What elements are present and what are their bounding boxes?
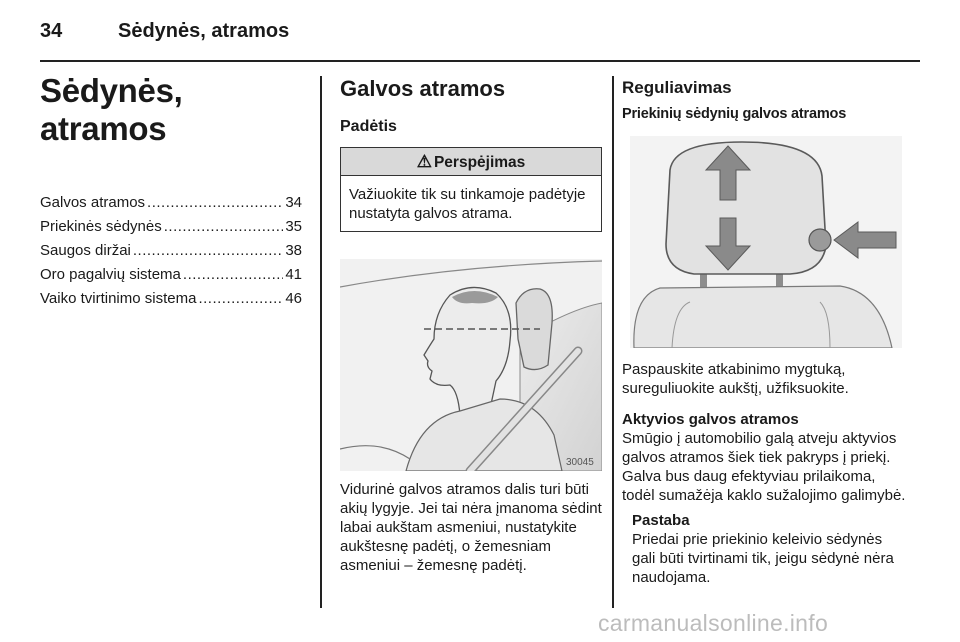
driver-headrest-drawing bbox=[340, 259, 602, 471]
subsection-title: Padėtis bbox=[340, 118, 397, 135]
toc-leader bbox=[198, 287, 283, 311]
toc-item-page: 34 bbox=[285, 194, 302, 211]
front-headrests-subtitle: Priekinių sėdynių galvos atramos bbox=[622, 106, 847, 122]
toc-item[interactable] bbox=[40, 287, 302, 311]
note-title: Pastaba bbox=[632, 512, 690, 529]
page-header bbox=[40, 20, 289, 43]
toc-item[interactable] bbox=[40, 215, 302, 239]
adjustment-title: Reguliavimas bbox=[622, 78, 732, 97]
headrest-adjust-drawing bbox=[630, 136, 902, 348]
toc-item-label: Priekinės sėdynės bbox=[40, 218, 162, 235]
toc-item-label: Galvos atramos bbox=[40, 194, 146, 211]
toc-leader bbox=[133, 239, 283, 263]
column-divider-2 bbox=[612, 76, 614, 608]
running-section-title: Sėdynės, atramos bbox=[118, 20, 290, 42]
figure-code: 30045 bbox=[566, 457, 594, 468]
toc-item[interactable] bbox=[40, 263, 302, 287]
toc-item-page: 35 bbox=[285, 218, 302, 235]
headrest-adjustment-illustration bbox=[630, 136, 902, 348]
note-box bbox=[632, 511, 906, 587]
toc-leader bbox=[183, 263, 283, 287]
header-rule bbox=[40, 60, 920, 62]
headrest-position-column bbox=[340, 76, 602, 574]
toc-item-page: 46 bbox=[285, 290, 302, 307]
toc-leader bbox=[164, 215, 284, 239]
active-headrests-paragraph: Smūgio į automobilio galą atveju aktyvios galvos atramos šiek tiek pakryps į priekį. Galva bus daug efektyviau prilaikoma, todėl sumažėja kaklo sužalojimo galimybė. bbox=[622, 430, 906, 504]
chapter-column bbox=[40, 72, 302, 311]
warning-box bbox=[340, 147, 602, 232]
adjustment-column bbox=[622, 78, 906, 586]
toc-item-page: 41 bbox=[285, 266, 302, 283]
toc-item-label: Saugos diržai bbox=[40, 242, 131, 259]
adjustment-text bbox=[622, 360, 906, 587]
table-of-contents bbox=[40, 191, 302, 311]
release-button-paragraph: Paspauskite atkabinimo mygtuką, sureguliuokite aukštį, užfiksuokite. bbox=[622, 361, 849, 397]
page-number: 34 bbox=[40, 20, 63, 42]
warning-icon: ⚠ bbox=[416, 152, 432, 171]
toc-item-page: 38 bbox=[285, 242, 302, 259]
watermark: carmanualsonline.info bbox=[598, 610, 829, 636]
warning-text: Važiuokite tik su tinkamoje padėtyje nustatyta galvos atrama. bbox=[349, 186, 586, 222]
warning-title: Perspėjimas bbox=[433, 154, 526, 171]
chapter-title: Sėdynės, atramos bbox=[40, 72, 183, 147]
section-title: Galvos atramos bbox=[340, 76, 506, 101]
toc-item-label: Oro pagalvių sistema bbox=[40, 266, 181, 283]
toc-leader bbox=[147, 191, 283, 215]
toc-item[interactable] bbox=[40, 191, 302, 215]
active-headrests-subtitle: Aktyvios galvos atramos bbox=[622, 411, 799, 428]
warning-header bbox=[341, 148, 601, 176]
column-divider-1 bbox=[320, 76, 322, 608]
toc-item-label: Vaiko tvirtinimo sistema bbox=[40, 290, 197, 307]
headrest-position-illustration bbox=[340, 259, 602, 471]
note-text: Priedai prie priekinio keleivio sėdynės gali būti tvirtinami tik, jeigu sėdynė nėra naudojama. bbox=[632, 531, 894, 586]
toc-item[interactable] bbox=[40, 239, 302, 263]
eye-level-paragraph: Vidurinė galvos atramos dalis turi būti akių lygyje. Jei tai nėra įmanoma sėdint labai aukštam asmeniui, nustatykite aukštesnę padėtį, o žemesniam asmeniui – žemesnę padėtį. bbox=[340, 481, 602, 574]
